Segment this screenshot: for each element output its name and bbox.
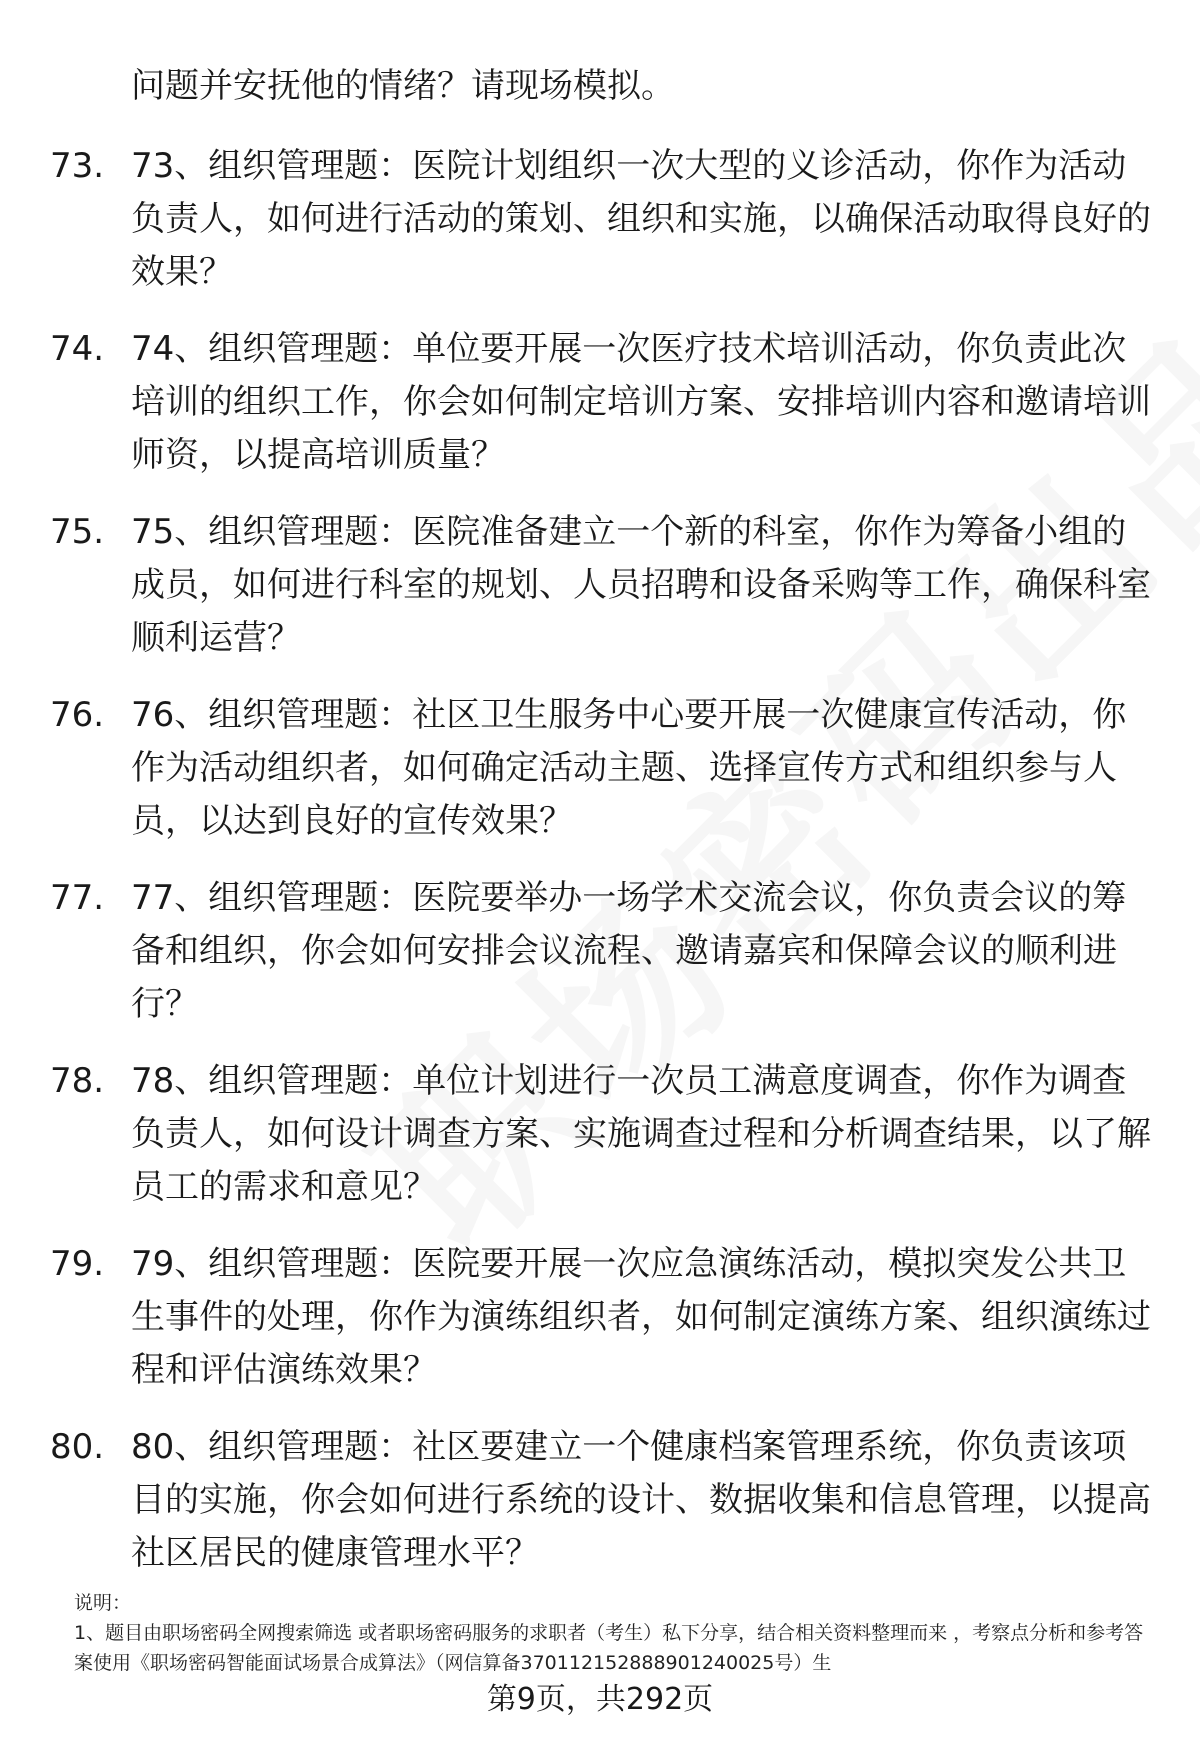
question-number: 73. bbox=[50, 146, 105, 186]
notes-section bbox=[74, 1588, 1154, 1678]
list-item bbox=[0, 1055, 1200, 1238]
list-item bbox=[0, 323, 1200, 506]
list-item bbox=[0, 140, 1200, 323]
continuation-text: 问题并安抚他的情绪？请现场模拟。 bbox=[131, 66, 675, 106]
question-number: 74. bbox=[50, 329, 105, 369]
question-text: 78、组织管理题：单位计划进行一次员工满意度调查，你作为调查负责人，如何设计调查方案、实施调查过程和分析调查结果，以了解员工的需求和意见？ bbox=[131, 1061, 1151, 1207]
question-number: 76. bbox=[50, 695, 105, 735]
question-text: 75、组织管理题：医院准备建立一个新的科室，你作为筹备小组的成员，如何进行科室的规划、人员招聘和设备采购等工作，确保科室顺利运营？ bbox=[131, 512, 1151, 658]
question-text: 80、组织管理题：社区要建立一个健康档案管理系统，你负责该项目的实施，你会如何进行系统的设计、数据收集和信息管理，以提高社区居民的健康管理水平？ bbox=[131, 1427, 1151, 1573]
question-number: 79. bbox=[50, 1244, 105, 1284]
list-item bbox=[0, 506, 1200, 689]
question-text: 77、组织管理题：医院要举办一场学术交流会议，你负责会议的筹备和组织，你会如何安排会议流程、邀请嘉宾和保障会议的顺利进行？ bbox=[131, 878, 1127, 1024]
page-number: 第9页，共292页 bbox=[486, 1682, 714, 1717]
question-number: 78. bbox=[50, 1061, 105, 1101]
list-item bbox=[0, 689, 1200, 872]
question-text: 74、组织管理题：单位要开展一次医疗技术培训活动，你负责此次培训的组织工作，你会如何制定培训方案、安排培训内容和邀请培训师资，以提高培训质量？ bbox=[131, 329, 1151, 475]
question-number: 75. bbox=[50, 512, 105, 552]
question-text: 79、组织管理题：医院要开展一次应急演练活动，模拟突发公共卫生事件的处理，你作为演练组织者，如何制定演练方案、组织演练过程和评估演练效果？ bbox=[131, 1244, 1151, 1390]
question-text: 76、组织管理题：社区卫生服务中心要开展一次健康宣传活动，你作为活动组织者，如何确定活动主题、选择宣传方式和组织参与人员，以达到良好的宣传效果？ bbox=[131, 695, 1127, 841]
list-item bbox=[0, 872, 1200, 1055]
question-number: 77. bbox=[50, 878, 105, 918]
notes-line: 1、题目由职场密码全网搜索筛选 或者职场密码服务的求职者（考生）私下分享，结合相关资料整理而来 ，考察点分析和参考答案使用《职场密码智能面试场景合成算法》（网信算备370112152888901240025号）生 bbox=[74, 1622, 1144, 1674]
list-item bbox=[0, 1421, 1200, 1604]
question-list bbox=[0, 140, 1200, 1604]
list-item bbox=[0, 1238, 1200, 1421]
notes-heading: 说明： bbox=[74, 1592, 132, 1614]
question-text: 73、组织管理题：医院计划组织一次大型的义诊活动，你作为活动负责人，如何进行活动的策划、组织和实施，以确保活动取得良好的效果？ bbox=[131, 146, 1151, 292]
question-number: 80. bbox=[50, 1427, 105, 1467]
